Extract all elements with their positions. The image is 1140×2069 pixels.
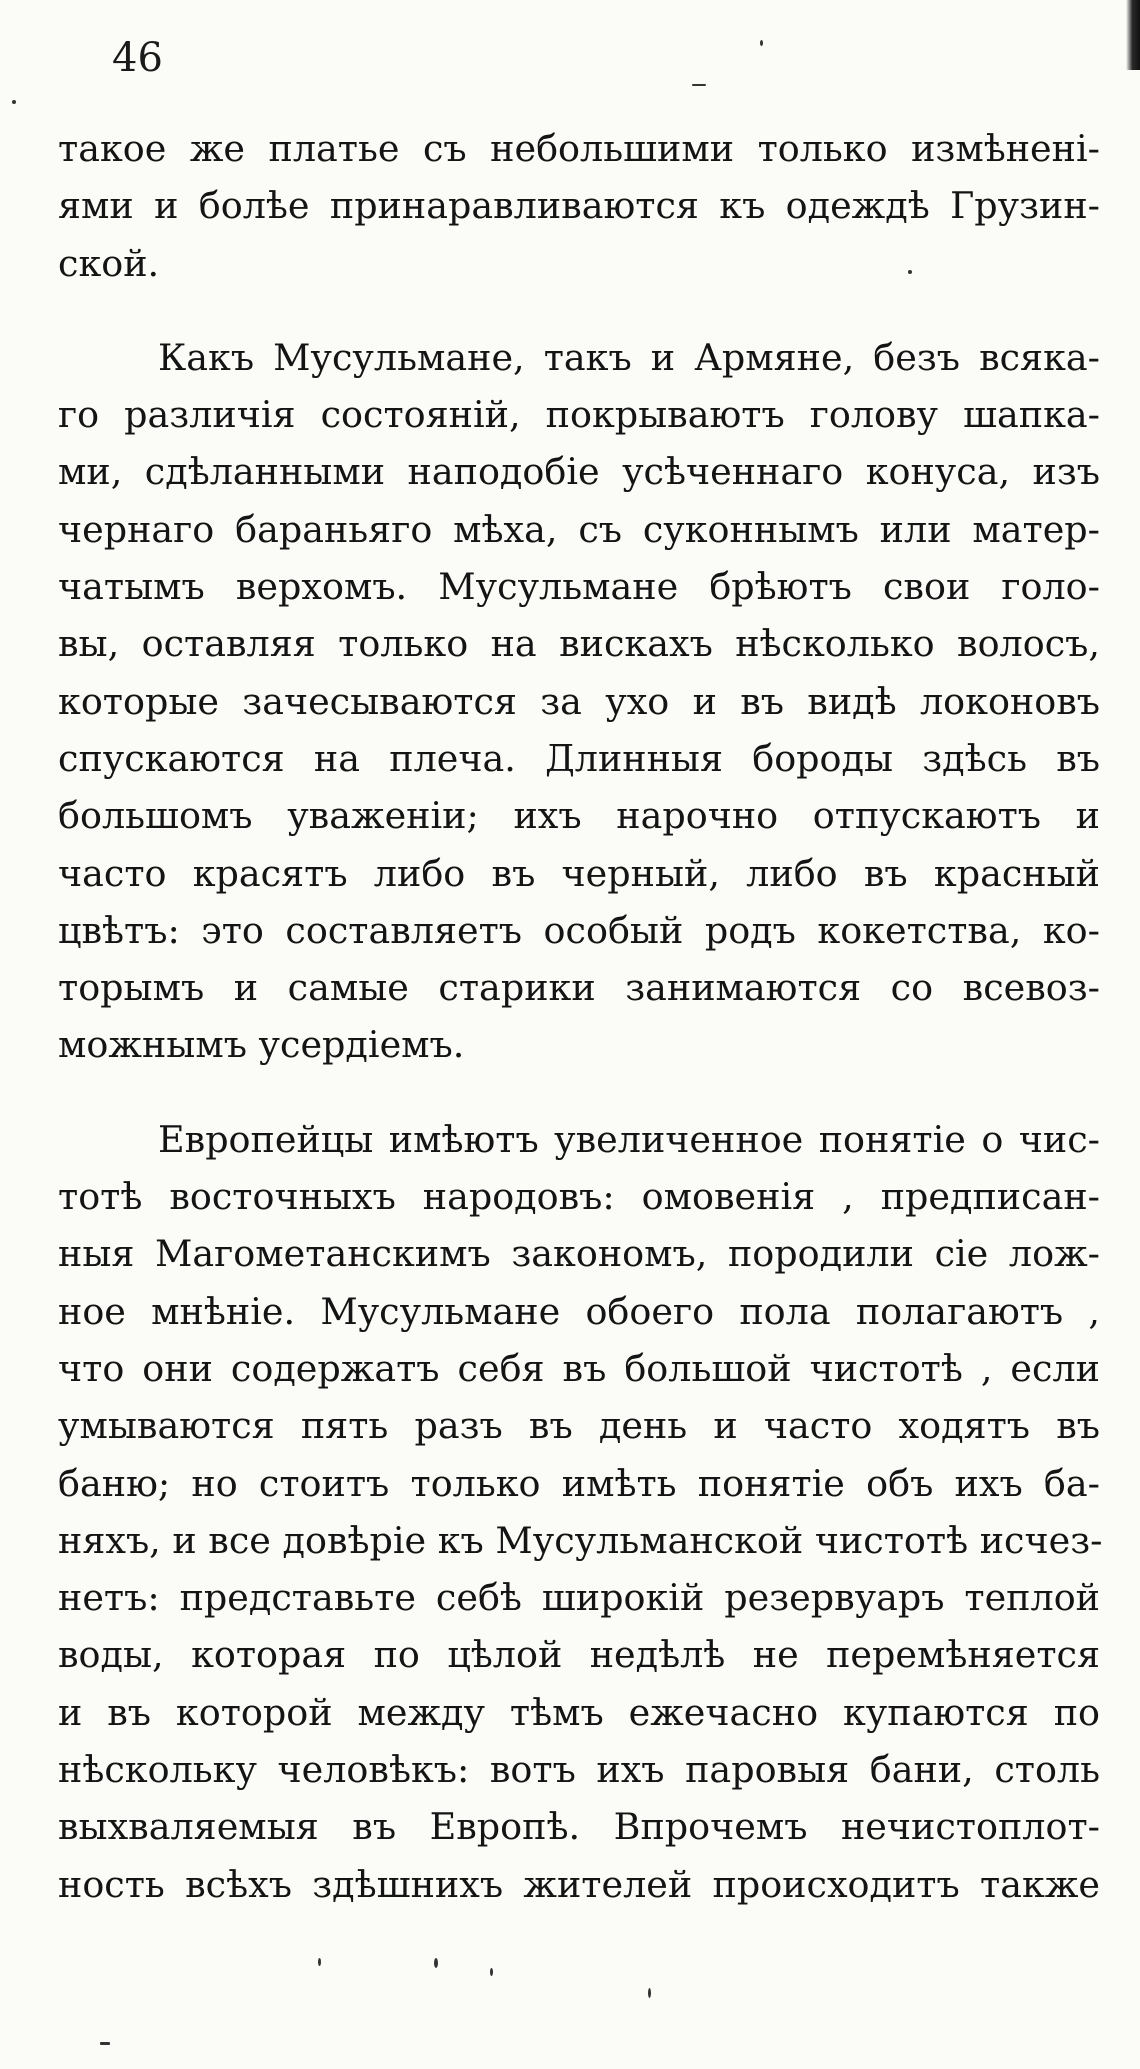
scan-speck xyxy=(490,1968,493,1976)
text-line: ное мнѣніе. Мусульмане обоего пола полагаютъ , xyxy=(58,1289,1100,1333)
text-line: чернаго бараньяго мѣха, съ суконнымъ или матер- xyxy=(58,507,1100,551)
scan-speck xyxy=(12,100,16,104)
scan-speck xyxy=(318,1958,321,1966)
paragraph-gap xyxy=(58,292,1100,329)
text-line: ями и болѣе принаравливаются къ одеждѣ Грузин- xyxy=(58,184,1100,228)
text-line: цвѣтъ: это составляетъ особый родъ кокетства, ко- xyxy=(58,908,1100,952)
text-line: Европейцы имѣютъ увеличенное понятіе о чис- xyxy=(158,1117,1100,1161)
paragraph-gap xyxy=(58,1074,1100,1111)
text-line: вы, оставляя только на вискахъ нѣсколько волосъ, xyxy=(58,622,1100,666)
scan-speck xyxy=(434,1958,438,1968)
text-line: которые зачесываются за ухо и въ видѣ локоновъ xyxy=(58,679,1100,723)
text-line: тотѣ восточныхъ народовъ: омовенія , предписан- xyxy=(58,1175,1100,1219)
scan-speck xyxy=(760,40,763,46)
text-line: такое же платье съ небольшими только измѣнені- xyxy=(58,127,1100,170)
text-line: воды, которая по цѣлой недѣлѣ не перемѣняется xyxy=(58,1633,1100,1677)
text-line: го различія состояній, покрываютъ голову шапка- xyxy=(58,393,1100,437)
text-line: что они содержатъ себя въ большой чистотѣ , если xyxy=(58,1346,1100,1390)
text-line: баню; но стоитъ только имѣть понятіе объ ихъ ба- xyxy=(58,1461,1100,1505)
scan-speck xyxy=(692,84,706,86)
text-line: выхваляемыя въ Европѣ. Впрочемъ нечистоплот- xyxy=(58,1805,1100,1849)
text-line: ской. xyxy=(58,241,160,285)
text-line: торымъ и самые старики занимаются со всевоз- xyxy=(58,966,1100,1010)
text-line: ныя Магометанскимъ закономъ, породили сіе лож- xyxy=(58,1232,1100,1276)
text-line: спускаются на плеча. Длинныя бороды здѣсь въ xyxy=(58,736,1100,780)
body-text xyxy=(58,120,1103,1913)
page-number: 46 xyxy=(112,35,163,81)
text-line: ность всѣхъ здѣшнихъ жителей происходитъ также xyxy=(58,1862,1100,1906)
text-line: и въ которой между тѣмъ ежечасно купаются по xyxy=(58,1690,1100,1734)
binding-edge-shadow xyxy=(1126,0,1140,70)
text-line: часто красятъ либо въ черный, либо въ красный xyxy=(58,851,1100,895)
text-line: няхъ, и все довѣріе къ Мусульманской чистотѣ исчез- xyxy=(58,1518,1103,1562)
scan-speck xyxy=(648,1988,651,1998)
scan-speck xyxy=(100,2042,110,2045)
text-line: можнымъ усердіемъ. xyxy=(58,1023,465,1067)
text-line: чатымъ верхомъ. Мусульмане брѣютъ свои голо- xyxy=(58,565,1100,609)
text-line: большомъ уваженіи; ихъ нарочно отпускаютъ и xyxy=(58,794,1100,838)
text-line: нѣскольку человѣкъ: вотъ ихъ паровыя бани, столь xyxy=(58,1748,1100,1792)
text-line: Какъ Мусульмане, такъ и Армяне, безъ всяка- xyxy=(158,335,1100,379)
text-line: нетъ: представьте себѣ широкій резервуаръ теплой xyxy=(58,1576,1100,1620)
text-line: умываются пять разъ въ день и часто ходятъ въ xyxy=(58,1404,1100,1448)
text-line: ми, сдѣланными наподобіе усѣченнаго конуса, изъ xyxy=(58,450,1100,494)
scan-speck xyxy=(908,270,912,274)
